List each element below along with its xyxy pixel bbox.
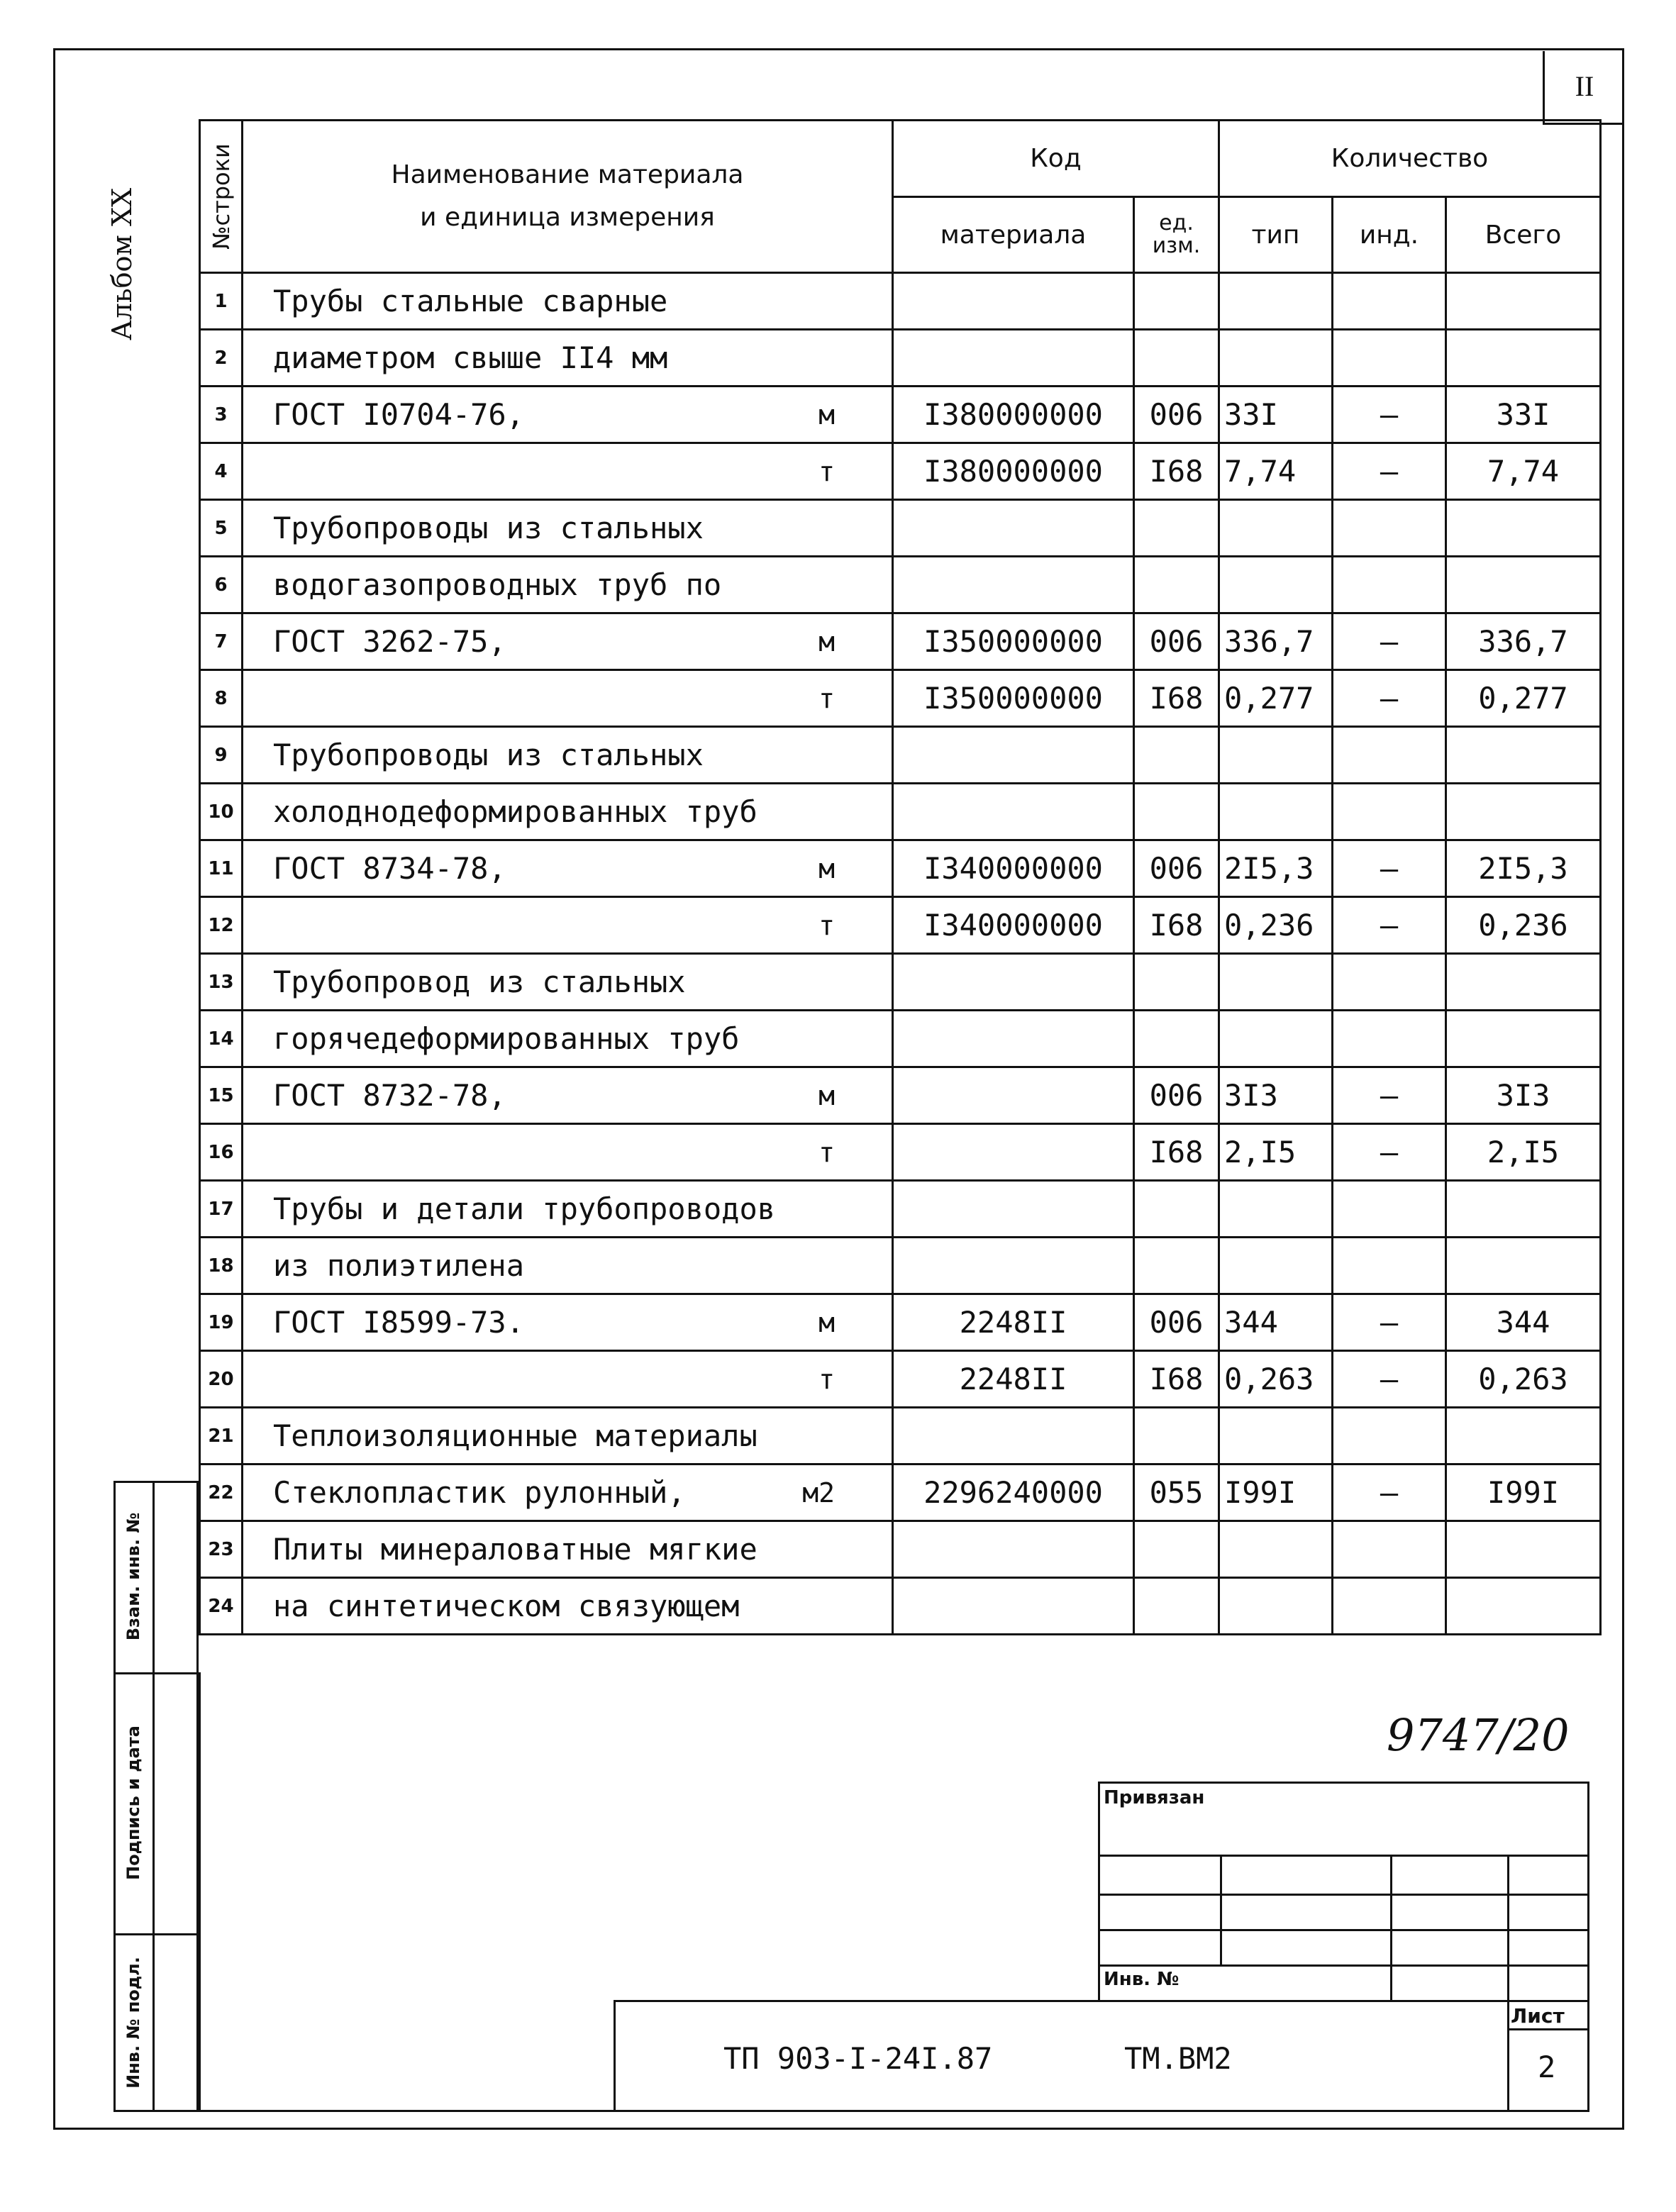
material-code: 2248II (893, 1351, 1134, 1408)
material-code (893, 500, 1134, 557)
material-name: холоднодеформированных труб (243, 784, 893, 840)
unit-code: 006 (1134, 1067, 1219, 1124)
row-number: 15 (200, 1067, 243, 1124)
qty-total: 336,7 (1446, 613, 1601, 670)
qty-total (1446, 1521, 1601, 1578)
qty-ind (1333, 1408, 1446, 1465)
qty-ind (1333, 1181, 1446, 1238)
handwritten-number: 9747/20 (1387, 1709, 1570, 1761)
unit-code: I68 (1134, 897, 1219, 954)
material-name: из полиэтилена (243, 1238, 893, 1294)
material-code (893, 1408, 1134, 1465)
material-name: Трубы стальные сварные (243, 273, 893, 330)
qty-total: 344 (1446, 1294, 1601, 1351)
unit-code (1134, 330, 1219, 387)
material-name (243, 1124, 893, 1181)
unit-code: 055 (1134, 1465, 1219, 1521)
measure-unit: м (818, 1079, 835, 1111)
row-number: 14 (200, 1011, 243, 1067)
unit-code: I68 (1134, 670, 1219, 727)
qty-total (1446, 273, 1601, 330)
qty-ind (1333, 500, 1446, 557)
table-row (200, 500, 1601, 557)
table-row (200, 954, 1601, 1011)
material-code (893, 1067, 1134, 1124)
material-name: Трубопроводы из стальных (243, 500, 893, 557)
row-number: 20 (200, 1351, 243, 1408)
qty-ind (1333, 1521, 1446, 1578)
qty-total: 2,I5 (1446, 1124, 1601, 1181)
qty-type (1219, 330, 1333, 387)
row-number: 10 (200, 784, 243, 840)
material-code: I340000000 (893, 840, 1134, 897)
header-code-material: материала (893, 197, 1134, 273)
privyazan-label: Привязан (1104, 1787, 1205, 1808)
table-row (200, 330, 1601, 387)
qty-type (1219, 1408, 1333, 1465)
qty-type: 0,277 (1219, 670, 1333, 727)
material-code: 2248II (893, 1294, 1134, 1351)
qty-type (1219, 500, 1333, 557)
measure-unit: м2 (802, 1477, 835, 1508)
row-number: 3 (200, 387, 243, 443)
material-name: на синтетическом связующем (243, 1578, 893, 1635)
qty-type: 3I3 (1219, 1067, 1333, 1124)
qty-type (1219, 784, 1333, 840)
qty-type: 2,I5 (1219, 1124, 1333, 1181)
material-code (893, 1181, 1134, 1238)
qty-ind (1333, 727, 1446, 784)
unit-code (1134, 1238, 1219, 1294)
unit-code (1134, 1011, 1219, 1067)
sheet-number: 2 (1538, 2050, 1556, 2084)
row-number: 2 (200, 330, 243, 387)
qty-total: I99I (1446, 1465, 1601, 1521)
row-number: 19 (200, 1294, 243, 1351)
row-number: 21 (200, 1408, 243, 1465)
qty-ind: – (1333, 840, 1446, 897)
header-quantity: Количество (1219, 121, 1601, 197)
unit-code (1134, 557, 1219, 613)
measure-unit: м (818, 1306, 835, 1338)
qty-total: 0,263 (1446, 1351, 1601, 1408)
row-number: 16 (200, 1124, 243, 1181)
unit-code: 006 (1134, 387, 1219, 443)
unit-code: I68 (1134, 443, 1219, 500)
qty-total (1446, 1238, 1601, 1294)
material-name (243, 897, 893, 954)
material-code: I380000000 (893, 387, 1134, 443)
qty-type: 33I (1219, 387, 1333, 443)
qty-type: 0,236 (1219, 897, 1333, 954)
qty-type (1219, 1238, 1333, 1294)
measure-unit: м (818, 852, 835, 884)
material-name (243, 670, 893, 727)
table-row (200, 1011, 1601, 1067)
material-name: водогазопроводных труб по (243, 557, 893, 613)
table-row (200, 784, 1601, 840)
row-number: 22 (200, 1465, 243, 1521)
material-name: ГОСТ 8732-78, м (243, 1067, 893, 1124)
measure-unit: т (818, 1363, 835, 1395)
table-row (200, 897, 1601, 954)
inv-podl-label: Инв. № подл. (123, 1957, 143, 2089)
row-number: 18 (200, 1238, 243, 1294)
table-row (200, 557, 1601, 613)
material-name: ГОСТ 8734-78, м (243, 840, 893, 897)
qty-total (1446, 727, 1601, 784)
material-name: Трубопроводы из стальных (243, 727, 893, 784)
qty-total (1446, 557, 1601, 613)
qty-ind: – (1333, 613, 1446, 670)
qty-ind (1333, 954, 1446, 1011)
row-number: 5 (200, 500, 243, 557)
material-name: ГОСТ I0704-76, м (243, 387, 893, 443)
qty-ind (1333, 330, 1446, 387)
materials-table (199, 119, 1602, 1635)
material-code (893, 330, 1134, 387)
material-code (893, 1238, 1134, 1294)
table-row (200, 1465, 1601, 1521)
table-row (200, 273, 1601, 330)
doc-code: ТП 903-I-24I.87 (723, 2041, 993, 2076)
row-number: 8 (200, 670, 243, 727)
material-code (893, 954, 1134, 1011)
table-row (200, 1238, 1601, 1294)
qty-type: 0,263 (1219, 1351, 1333, 1408)
qty-ind (1333, 273, 1446, 330)
row-number: 12 (200, 897, 243, 954)
material-code (893, 784, 1134, 840)
header-qty-type: тип (1219, 197, 1333, 273)
qty-type (1219, 727, 1333, 784)
header-code-unit: ед. изм. (1134, 197, 1219, 273)
table-row (200, 443, 1601, 500)
material-code (893, 273, 1134, 330)
table-row (200, 840, 1601, 897)
qty-total: 7,74 (1446, 443, 1601, 500)
table-row (200, 613, 1601, 670)
qty-type: 344 (1219, 1294, 1333, 1351)
qty-total (1446, 1578, 1601, 1635)
material-code (893, 1521, 1134, 1578)
qty-total: 0,277 (1446, 670, 1601, 727)
row-number: 23 (200, 1521, 243, 1578)
qty-type: 2I5,3 (1219, 840, 1333, 897)
measure-unit: м (818, 626, 835, 657)
material-code (893, 1011, 1134, 1067)
qty-total (1446, 500, 1601, 557)
row-number: 11 (200, 840, 243, 897)
podpis-label: Подпись и дата (123, 1725, 143, 1880)
unit-code (1134, 954, 1219, 1011)
qty-total (1446, 784, 1601, 840)
qty-ind (1333, 1238, 1446, 1294)
qty-ind: – (1333, 387, 1446, 443)
row-number: 13 (200, 954, 243, 1011)
qty-ind: – (1333, 1124, 1446, 1181)
measure-unit: т (818, 682, 835, 714)
unit-code: 006 (1134, 840, 1219, 897)
qty-ind (1333, 784, 1446, 840)
material-name (243, 443, 893, 500)
measure-unit: м (818, 399, 835, 430)
qty-total (1446, 1181, 1601, 1238)
row-number: 1 (200, 273, 243, 330)
qty-ind: – (1333, 897, 1446, 954)
qty-total (1446, 954, 1601, 1011)
table-row (200, 1124, 1601, 1181)
unit-code (1134, 1408, 1219, 1465)
material-name: ГОСТ I8599-73. м (243, 1294, 893, 1351)
vzam-inv-label: Взам. инв. № (123, 1512, 143, 1641)
qty-total: 33I (1446, 387, 1601, 443)
inv-no-label: Инв. № (1104, 1969, 1180, 1990)
material-code (893, 557, 1134, 613)
qty-total (1446, 1011, 1601, 1067)
measure-unit: т (818, 455, 835, 487)
qty-ind: – (1333, 1294, 1446, 1351)
qty-total: 2I5,3 (1446, 840, 1601, 897)
album-label: Альбом ХХ (106, 187, 138, 340)
material-code: I380000000 (893, 443, 1134, 500)
unit-code: 006 (1134, 613, 1219, 670)
unit-code: I68 (1134, 1351, 1219, 1408)
qty-type (1219, 1578, 1333, 1635)
unit-code (1134, 1521, 1219, 1578)
unit-code: 006 (1134, 1294, 1219, 1351)
row-number: 24 (200, 1578, 243, 1635)
qty-total: 0,236 (1446, 897, 1601, 954)
qty-type (1219, 1011, 1333, 1067)
unit-code (1134, 273, 1219, 330)
qty-type (1219, 954, 1333, 1011)
material-code (893, 1578, 1134, 1635)
unit-code (1134, 727, 1219, 784)
qty-type: I99I (1219, 1465, 1333, 1521)
qty-ind (1333, 557, 1446, 613)
unit-code (1134, 1181, 1219, 1238)
material-code (893, 727, 1134, 784)
row-number: 7 (200, 613, 243, 670)
material-code: I350000000 (893, 613, 1134, 670)
table-row (200, 1294, 1601, 1351)
material-name: Плиты минераловатные мягкие (243, 1521, 893, 1578)
material-name (243, 1351, 893, 1408)
sheet-label: Лист (1511, 2004, 1565, 2028)
qty-total (1446, 1408, 1601, 1465)
qty-type (1219, 1521, 1333, 1578)
qty-type (1219, 1181, 1333, 1238)
header-qty-total: Всего (1446, 197, 1601, 273)
page-number: II (1543, 51, 1624, 125)
table-row (200, 1181, 1601, 1238)
material-name: Теплоизоляционные материалы (243, 1408, 893, 1465)
unit-code (1134, 784, 1219, 840)
unit-code (1134, 1578, 1219, 1635)
header-qty-ind: инд. (1333, 197, 1446, 273)
qty-type (1219, 273, 1333, 330)
header-row-number: №строки (200, 121, 243, 273)
material-name: диаметром свыше II4 мм (243, 330, 893, 387)
material-code: I350000000 (893, 670, 1134, 727)
table-row (200, 387, 1601, 443)
header-name: Наименование материала и единица измерения (243, 121, 893, 273)
qty-type: 7,74 (1219, 443, 1333, 500)
qty-type (1219, 557, 1333, 613)
table-row (200, 727, 1601, 784)
table-row (200, 1408, 1601, 1465)
measure-unit: т (818, 909, 835, 941)
table-row (200, 1351, 1601, 1408)
qty-ind: – (1333, 443, 1446, 500)
material-code: I340000000 (893, 897, 1134, 954)
row-number: 17 (200, 1181, 243, 1238)
qty-total: 3I3 (1446, 1067, 1601, 1124)
unit-code: I68 (1134, 1124, 1219, 1181)
table-row (200, 1067, 1601, 1124)
material-name: Трубопровод из стальных (243, 954, 893, 1011)
qty-ind: – (1333, 670, 1446, 727)
row-number: 9 (200, 727, 243, 784)
measure-unit: т (818, 1136, 835, 1168)
unit-code (1134, 500, 1219, 557)
qty-ind (1333, 1578, 1446, 1635)
material-name: Стеклопластик рулонный, м2 (243, 1465, 893, 1521)
row-number: 4 (200, 443, 243, 500)
qty-ind: – (1333, 1067, 1446, 1124)
qty-type: 336,7 (1219, 613, 1333, 670)
material-code (893, 1124, 1134, 1181)
qty-total (1446, 330, 1601, 387)
table-row (200, 670, 1601, 727)
material-name: горячедеформированных труб (243, 1011, 893, 1067)
material-name: Трубы и детали трубопроводов (243, 1181, 893, 1238)
header-code: Код (893, 121, 1219, 197)
qty-ind: – (1333, 1351, 1446, 1408)
qty-ind (1333, 1011, 1446, 1067)
table-row (200, 1521, 1601, 1578)
doc-mark: ТМ.ВМ2 (1124, 2041, 1232, 2076)
row-number: 6 (200, 557, 243, 613)
qty-ind: – (1333, 1465, 1446, 1521)
material-name: ГОСТ 3262-75, м (243, 613, 893, 670)
table-row (200, 1578, 1601, 1635)
material-code: 2296240000 (893, 1465, 1134, 1521)
